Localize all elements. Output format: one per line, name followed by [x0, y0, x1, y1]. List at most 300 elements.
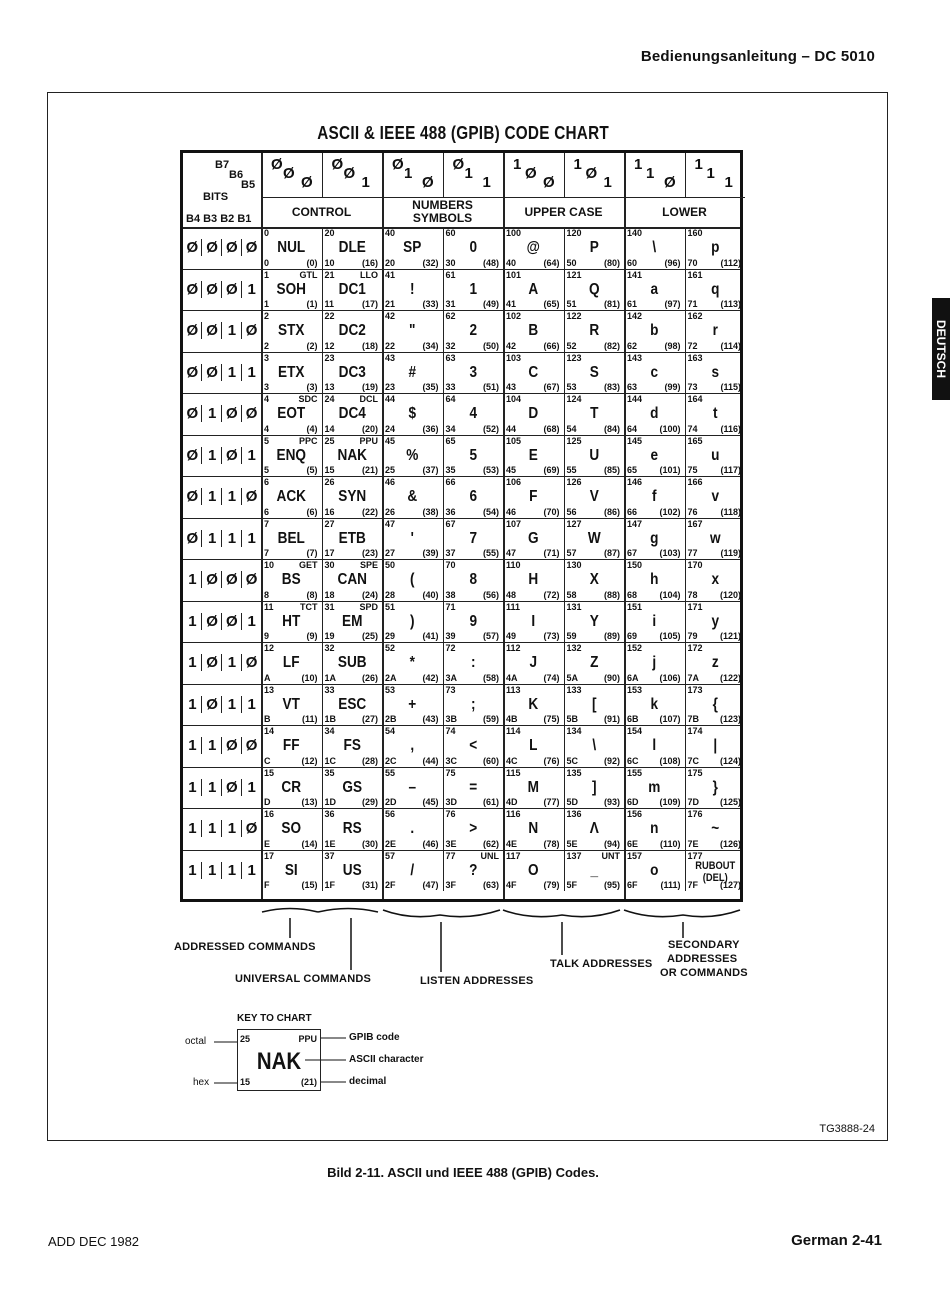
cell-hex: 6D	[627, 797, 639, 807]
cell-decimal: (36)	[422, 423, 439, 434]
cell-octal: 166	[687, 477, 703, 487]
cell-char: D	[528, 405, 539, 422]
cell-hex: 1C	[324, 755, 337, 766]
cell-decimal: (119)	[720, 548, 741, 558]
cell-decimal: (125)	[719, 797, 741, 807]
cell-hex: 1E	[324, 838, 336, 849]
key-char-desc: ASCII character	[349, 1054, 424, 1065]
cell-hex: 4E	[506, 838, 518, 849]
cell-octal: 101	[506, 269, 522, 280]
row-bit: Ø	[183, 281, 202, 298]
cell-hex: 3D	[445, 797, 458, 807]
cell-char: k	[650, 695, 659, 713]
cell-decimal: (13)	[301, 797, 318, 807]
cell-decimal: (93)	[603, 797, 620, 807]
cell-char: \	[652, 239, 657, 256]
row-bit: 1	[223, 696, 242, 713]
column-bit: Ø	[343, 165, 356, 182]
cell-octal: 102	[506, 311, 522, 321]
column-bit: 1	[603, 174, 612, 191]
cell-decimal: (126)	[719, 838, 741, 849]
cell-char: ESC	[337, 695, 366, 713]
cell-octal: 14	[264, 726, 275, 736]
cell-hex: 20	[385, 257, 396, 268]
cell-octal: 154	[627, 726, 643, 736]
cell-char: ;	[470, 695, 476, 713]
cell-char: ETX	[278, 363, 305, 381]
cell-octal: 10	[264, 560, 275, 570]
cell-octal: 70	[445, 560, 456, 570]
cell-decimal: (37)	[422, 465, 439, 475]
key-octal-value: 25	[240, 1034, 251, 1044]
cell-char: STX	[278, 322, 305, 339]
cell-octal: 32	[324, 643, 335, 653]
cell-octal: 110	[506, 560, 521, 570]
cell-char: DC3	[338, 363, 366, 381]
cell-hex: 54	[566, 423, 577, 434]
cell-octal: 30	[324, 560, 335, 570]
cell-char: b	[650, 322, 659, 339]
cell-char: ~	[710, 820, 719, 837]
cell-char: 4	[468, 405, 477, 422]
cell-hex: 4D	[506, 797, 518, 807]
cell-decimal: (112)	[720, 257, 741, 268]
key-dec-desc: decimal	[349, 1076, 387, 1087]
cell-hex: 8	[264, 589, 270, 600]
cell-decimal: (120)	[719, 589, 741, 600]
cell-decimal: (53)	[482, 465, 499, 475]
cell-hex: 4F	[506, 880, 517, 890]
cell-char: NUL	[277, 239, 306, 256]
cell-char: _	[589, 861, 598, 879]
cell-octal: 2	[264, 311, 270, 321]
cell-octal: 3	[264, 352, 270, 363]
cell-char: $	[408, 405, 417, 422]
cell-decimal: (26)	[361, 672, 378, 683]
cell-decimal: (96)	[664, 257, 681, 268]
cell-char: \	[591, 737, 596, 754]
cell-octal: 122	[566, 311, 582, 321]
cell-decimal: (83)	[603, 382, 620, 392]
row-bit: 1	[203, 405, 222, 422]
cell-octal: 77	[445, 850, 456, 861]
cell-decimal: (81)	[603, 299, 620, 309]
cell-char: F	[529, 488, 538, 505]
row-bit: Ø	[245, 654, 258, 672]
cell-octal: 144	[627, 394, 643, 404]
cell-char: i	[652, 612, 657, 630]
cell-decimal: (24)	[361, 589, 378, 600]
cell-decimal: (4)	[306, 423, 318, 434]
cell-decimal: (73)	[543, 631, 560, 641]
cell-hex: 39	[445, 631, 456, 641]
cell-octal: 173	[687, 684, 703, 695]
cell-octal: 136	[566, 809, 582, 819]
cell-hex: 7E	[687, 838, 699, 849]
cell-decimal: (99)	[664, 382, 681, 392]
cell-octal: 125	[566, 435, 582, 446]
cell-decimal: (51)	[482, 382, 499, 392]
cell-hex: 5D	[566, 797, 579, 807]
cell-char: r	[712, 322, 718, 339]
cell-octal: 163	[687, 352, 703, 363]
column-bit: Ø	[664, 174, 676, 191]
cell-char: EOT	[277, 405, 306, 422]
cell-char: d	[650, 405, 659, 422]
secondary-label-1: SECONDARY	[668, 939, 740, 951]
cell-hex: 48	[506, 589, 517, 600]
cell-octal: 143	[627, 352, 643, 363]
cell-char: c	[650, 363, 659, 381]
cell-hex: 75	[687, 465, 698, 475]
cell-decimal: (19)	[361, 382, 378, 392]
cell-hex: 15	[324, 465, 335, 475]
cell-octal: 111	[506, 601, 521, 612]
cell-octal: 167	[687, 518, 703, 529]
cell-char: <	[468, 737, 477, 754]
row-bit: 1	[223, 322, 242, 339]
cell-octal: 71	[445, 601, 456, 612]
cell-char: 5	[468, 446, 477, 464]
cell-char: |	[712, 737, 717, 754]
cell-decimal: (22)	[361, 506, 378, 517]
cell-char: L	[529, 737, 538, 754]
cell-char: e	[650, 446, 659, 464]
cell-octal: 41	[385, 269, 396, 280]
cell-char: q	[710, 280, 719, 298]
cell-decimal: (2)	[306, 340, 318, 351]
cell-hex: 2E	[385, 838, 397, 849]
row-bit: 1	[223, 488, 242, 505]
group-header-2: UPPER CASE	[524, 204, 603, 219]
cell-octal: 42	[385, 311, 396, 321]
cell-hex: 58	[566, 589, 577, 600]
cell-decimal: (109)	[659, 797, 681, 807]
row-bit: Ø	[223, 737, 242, 754]
cell-decimal: (101)	[659, 465, 681, 475]
column-bit: 1	[634, 156, 643, 173]
cell-decimal: (62)	[482, 838, 499, 849]
cell-decimal: (71)	[543, 548, 560, 558]
cell-char: 1	[468, 280, 477, 298]
cell-octal: 147	[627, 518, 643, 529]
cell-octal: 62	[445, 311, 456, 321]
cell-hex: 70	[687, 257, 698, 268]
cell-char: 9	[468, 612, 477, 630]
cell-hex: 56	[566, 506, 577, 517]
row-bit: 1	[203, 862, 222, 879]
row-bit: Ø	[223, 571, 242, 588]
cell-octal: 15	[264, 767, 275, 778]
cell-hex: 16	[324, 506, 335, 517]
cell-octal: 164	[687, 394, 703, 404]
cell-hex: 50	[566, 257, 577, 268]
cell-octal: 107	[506, 518, 522, 529]
cell-decimal: (27)	[361, 714, 378, 724]
cell-octal: 22	[324, 311, 335, 321]
cell-decimal: (12)	[301, 755, 318, 766]
cell-char: >	[468, 820, 477, 837]
addressed-commands-label: ADDRESSED COMMANDS	[174, 941, 316, 953]
cell-char: n	[650, 820, 659, 837]
cell-gpib: TCT	[300, 601, 318, 612]
cell-hex: 6B	[627, 714, 639, 724]
cell-hex: 12	[324, 340, 335, 351]
cell-decimal: (74)	[543, 672, 560, 683]
cell-hex: 4	[264, 423, 270, 434]
cell-decimal: (55)	[482, 548, 499, 558]
column-bit: Ø	[271, 156, 283, 173]
cell-hex: 30	[445, 257, 456, 268]
cell-octal: 141	[627, 269, 643, 280]
key-hex-label: hex	[193, 1077, 210, 1088]
cell-octal: 24	[324, 394, 335, 404]
cell-octal: 117	[506, 850, 521, 861]
cell-gpib: UNL	[480, 850, 499, 861]
cell-char: 3	[468, 363, 477, 381]
cell-char: HT	[282, 612, 301, 630]
cell-char: C	[528, 363, 539, 381]
cell-hex: 55	[566, 465, 577, 475]
cell-decimal: (98)	[664, 340, 681, 351]
cell-gpib: LLO	[360, 269, 378, 280]
figure-reference: TG3888-24	[819, 1123, 875, 1135]
cell-decimal: (127)	[719, 880, 741, 890]
cell-hex: F	[264, 880, 270, 890]
cell-octal: 137	[566, 850, 582, 861]
cell-char: T	[589, 405, 598, 422]
key-gpib-value: PPU	[298, 1034, 317, 1044]
group-header-3: LOWER	[662, 204, 707, 219]
cell-hex: 1B	[324, 714, 337, 724]
column-bit: 1	[573, 156, 582, 173]
row-bit: 1	[223, 862, 242, 879]
cell-char: "	[409, 322, 416, 339]
cell-octal: 134	[566, 726, 582, 736]
cell-decimal: (70)	[543, 506, 560, 517]
cell-octal: 156	[627, 809, 643, 819]
row-bit: 1	[183, 862, 202, 879]
cell-hex: 52	[566, 340, 577, 351]
cell-char: o	[650, 861, 659, 879]
row-bit: 1	[247, 778, 256, 796]
cell-gpib: SPD	[359, 601, 378, 612]
key-example-cell	[237, 1029, 321, 1091]
row-bit: 1	[183, 613, 202, 630]
cell-octal: 36	[324, 809, 335, 819]
cell-hex: 0	[264, 257, 270, 268]
cell-octal: 33	[324, 684, 335, 695]
cell-octal: 7	[264, 518, 270, 529]
cell-decimal: (61)	[482, 797, 499, 807]
cell-decimal: (45)	[422, 797, 439, 807]
row-bit: 1	[247, 280, 256, 298]
cell-hex: 7F	[687, 880, 699, 890]
cell-octal: 63	[445, 352, 456, 363]
cell-octal: 131	[566, 601, 582, 612]
cell-char: X	[589, 571, 599, 588]
cell-hex: 3E	[445, 838, 457, 849]
cell-hex: 69	[627, 631, 638, 641]
cell-char: @	[526, 239, 540, 256]
cell-decimal: (85)	[603, 465, 620, 475]
cell-octal: 115	[506, 767, 521, 778]
column-bit: Ø	[331, 156, 344, 173]
cell-decimal: (65)	[543, 299, 560, 309]
cell-decimal: (94)	[603, 838, 620, 849]
row-bit: 1	[183, 820, 202, 837]
cell-gpib: DCL	[359, 394, 378, 404]
cell-hex: 18	[324, 589, 335, 600]
row-bit: Ø	[245, 405, 258, 423]
cell-decimal: (124)	[719, 755, 741, 766]
row-bit: Ø	[245, 820, 258, 838]
cell-decimal: (69)	[543, 465, 560, 475]
cell-decimal: (116)	[720, 423, 741, 434]
cell-hex: 2F	[385, 880, 396, 890]
cell-hex: 29	[385, 631, 396, 641]
cell-gpib: GET	[298, 560, 318, 570]
cell-char: FS	[343, 737, 361, 754]
cell-char: *	[409, 654, 415, 671]
cell-hex: C	[264, 755, 271, 766]
cell-octal: 4	[264, 394, 270, 404]
talk-addresses-label: TALK ADDRESSES	[550, 958, 653, 970]
cell-octal: 153	[627, 684, 643, 695]
cell-hex: 1A	[324, 672, 337, 683]
cell-decimal: (79)	[543, 880, 560, 890]
cell-octal: 157	[627, 850, 643, 861]
cell-char: /	[410, 861, 415, 879]
column-bit: 1	[361, 174, 370, 191]
cell-octal: 155	[627, 767, 643, 778]
key-decimal-value: (21)	[300, 1077, 317, 1087]
cell-decimal: (75)	[543, 714, 560, 724]
cell-char: LF	[282, 654, 300, 671]
cell-gpib: SPE	[359, 560, 378, 570]
column-bit: 1	[513, 156, 522, 173]
bit-b7-label: B7	[215, 159, 230, 171]
cell-hex: 7	[264, 548, 270, 558]
cell-char: RS	[342, 820, 362, 837]
cell-octal: 25	[324, 435, 335, 446]
cell-octal: 145	[627, 435, 643, 446]
cell-char: SUB	[337, 654, 367, 671]
cell-char: 0	[468, 239, 477, 256]
cell-gpib: UNT	[601, 850, 620, 861]
cell-char: –	[408, 778, 417, 796]
cell-hex: 46	[506, 506, 517, 517]
cell-decimal: (41)	[422, 631, 439, 641]
cell-char: g	[650, 529, 659, 547]
cell-decimal: (104)	[659, 589, 681, 600]
column-bit: Ø	[525, 165, 537, 182]
cell-decimal: (113)	[720, 299, 741, 309]
cell-hex: 25	[385, 465, 396, 475]
cell-char: I	[531, 612, 536, 630]
cell-decimal: (48)	[482, 257, 499, 268]
cell-hex: 7A	[687, 672, 700, 683]
cell-decimal: (11)	[301, 714, 318, 724]
cell-octal: 46	[385, 477, 396, 487]
cell-hex: 63	[627, 382, 638, 392]
cell-hex: 3	[264, 382, 270, 392]
cell-decimal: (23)	[361, 548, 378, 558]
cell-hex: 2	[264, 340, 270, 351]
cell-char: SP	[403, 239, 422, 256]
cell-hex: 13	[324, 382, 335, 392]
cell-hex: 33	[445, 382, 456, 392]
cell-char: G	[527, 529, 539, 547]
cell-decimal: (18)	[361, 340, 378, 351]
cell-char: )	[409, 612, 415, 630]
row-bit: 1	[223, 654, 242, 671]
cell-hex: 6	[264, 506, 270, 517]
cell-char: l	[652, 737, 657, 754]
cell-char: p	[710, 239, 719, 256]
cell-octal: 17	[264, 850, 275, 861]
cell-char: h	[650, 571, 659, 588]
row-bit: 1	[183, 654, 202, 671]
cell-decimal: (15)	[301, 880, 318, 890]
cell-octal: 130	[566, 560, 582, 570]
cell-decimal: (32)	[422, 257, 439, 268]
row-bit: 1	[183, 779, 202, 796]
cell-char: FF	[282, 737, 300, 754]
row-bit: Ø	[223, 239, 242, 256]
cell-char: SI	[284, 861, 298, 879]
cell-octal: 34	[324, 726, 335, 736]
cell-decimal: (115)	[720, 382, 741, 392]
cell-octal: 47	[385, 518, 396, 529]
cell-decimal: (67)	[543, 382, 560, 392]
cell-octal: 146	[627, 477, 643, 487]
cell-hex: 6E	[627, 838, 639, 849]
cell-char: v	[710, 488, 719, 505]
secondary-label-2: ADDRESSES	[667, 953, 738, 965]
cell-hex: 42	[506, 340, 517, 351]
cell-decimal: (92)	[603, 755, 620, 766]
cell-octal: 75	[445, 767, 456, 778]
cell-octal: 50	[385, 560, 396, 570]
column-bit: Ø	[452, 156, 465, 173]
column-bit: Ø	[283, 165, 295, 182]
cell-hex: 3A	[445, 672, 458, 683]
cell-char: [	[591, 695, 597, 713]
secondary-label-3: OR COMMANDS	[660, 967, 748, 979]
cell-hex: 35	[445, 465, 456, 475]
cell-octal: 150	[627, 560, 643, 570]
cell-octal: 121	[566, 269, 582, 280]
cell-hex: 31	[445, 299, 456, 309]
row-bit: 1	[223, 530, 242, 547]
cell-decimal: (91)	[603, 714, 620, 724]
cell-decimal: (107)	[659, 714, 681, 724]
cell-char: {	[712, 695, 718, 713]
cell-hex: 17	[324, 548, 335, 558]
cell-decimal: (72)	[543, 589, 560, 600]
universal-commands-label: UNIVERSAL COMMANDS	[235, 973, 372, 985]
cell-octal: 45	[385, 435, 396, 446]
cell-hex: 3B	[445, 714, 458, 724]
column-bit: Ø	[392, 156, 404, 173]
cell-hex: 64	[627, 423, 638, 434]
row-bit: 1	[223, 364, 242, 381]
cell-char: DC2	[338, 322, 366, 339]
cell-hex: 5	[264, 465, 270, 475]
cell-decimal: (78)	[543, 838, 560, 849]
cell-decimal: (5)	[306, 465, 318, 475]
